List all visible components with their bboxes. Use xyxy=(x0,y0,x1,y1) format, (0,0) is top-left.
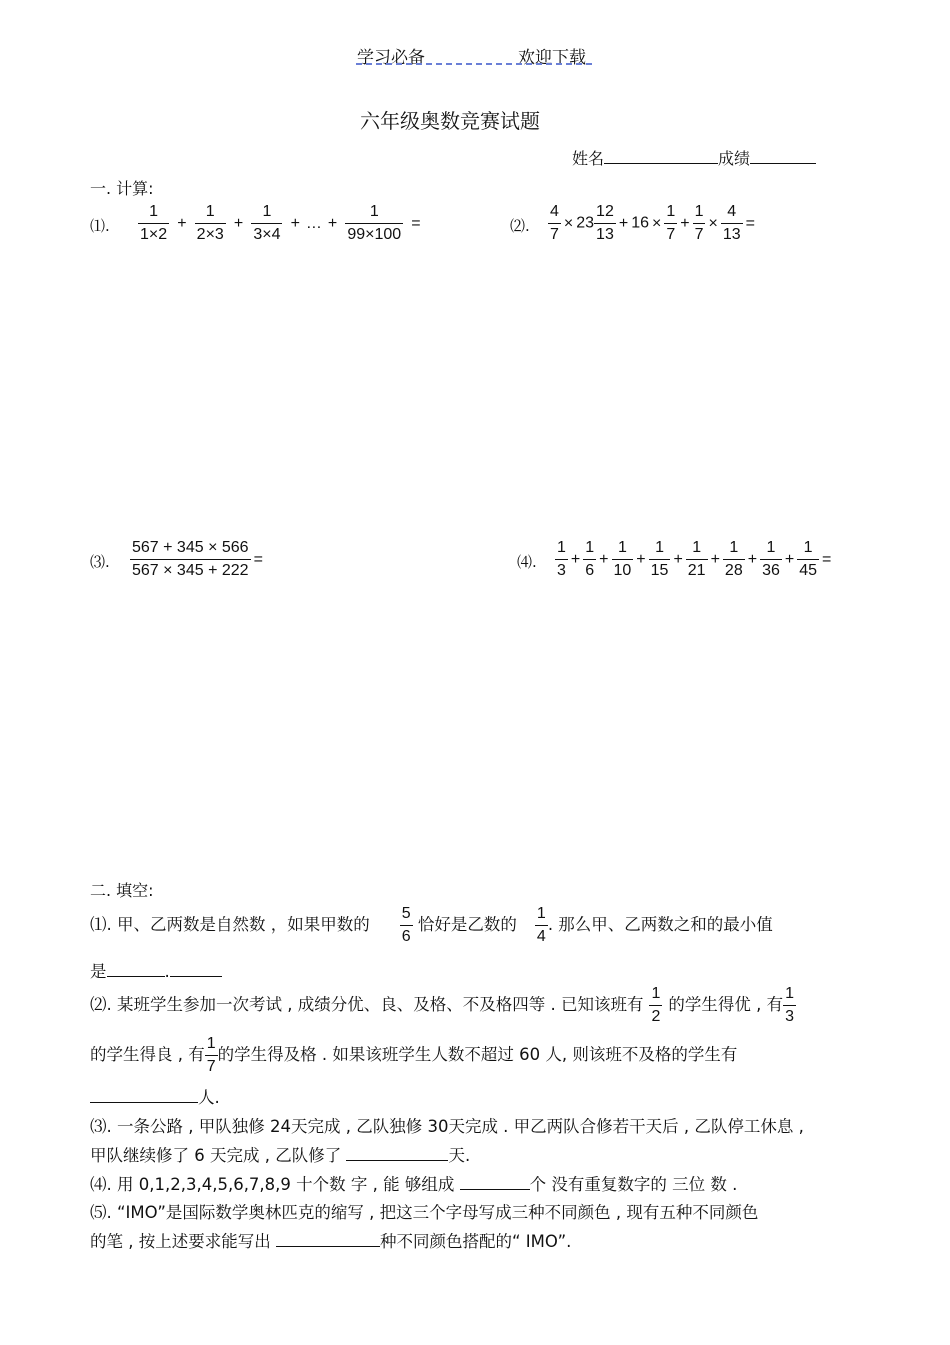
q2-line1: ⑵. 某班学生参加一次考试 , 成绩分优、良、及格、不及格四等 . 已知该班有 $\frac{1}{2}$ 的学生得优 , 有 $\frac{1}{3}$ xyxy=(90,985,795,1025)
header-right: 欢迎下载 xyxy=(518,48,586,68)
section2-heading: 二. 填空: xyxy=(90,881,154,900)
q2-frac-3: $\frac{1}{7}$ xyxy=(206,1035,216,1075)
q3-line2: 甲队继续修了 6 天完成 , 乙队修了 天. xyxy=(90,1146,471,1165)
q5-line2: 的笔 , 按上述要求能写出 种不同颜色搭配的“ IMO”. xyxy=(90,1232,572,1251)
name-blank[interactable] xyxy=(604,149,718,164)
q4-line: ⑷. 用 0,1,2,3,4,5,6,7,8,9 十个数 字 , 能 够组成 个 没有重复数字的 三位 数 . xyxy=(90,1175,738,1194)
q1-blank-2[interactable] xyxy=(170,962,222,977)
p1-frac-3: $\frac{1}{3\times 4}$ xyxy=(253,203,281,243)
q2-blank[interactable] xyxy=(90,1088,198,1103)
q4-blank[interactable] xyxy=(460,1175,530,1190)
p4-frac-6: $\frac{1}{28}$ xyxy=(724,539,743,579)
q1-line2: 是 . xyxy=(90,958,222,982)
p4-label: ⑷. xyxy=(517,553,537,571)
p4-frac-3: $\frac{1}{10}$ xyxy=(613,539,632,579)
q2-frac-1: $\frac{1}{2}$ xyxy=(651,985,661,1025)
p3-fraction: $\frac{567 + 345 \times 566}{567 \times 345 + 222}$ xyxy=(132,539,249,579)
p4-frac-1: $\frac{1}{3}$ xyxy=(557,539,566,579)
q1-frac-1: $\frac{5}{6}$ xyxy=(401,905,411,945)
score-blank[interactable] xyxy=(750,149,816,164)
q5-blank[interactable] xyxy=(276,1232,380,1247)
p1-frac-1: $\frac{1}{1\times 2}$ xyxy=(140,203,168,243)
page-title: 六年级奥数竞赛试题 xyxy=(360,109,540,133)
header-left: 学习必备 xyxy=(357,48,425,68)
q3-blank[interactable] xyxy=(346,1146,448,1161)
section1-heading: 一. 计算: xyxy=(90,179,154,198)
p3-expression: $\frac{567 + 345 \times 566}{567 \times 345 + 222}$ = xyxy=(132,539,263,579)
q1-line1: ⑴. 甲、乙两数是自然数 ，如果甲数的 $\frac{5}{6}$ 恰好是乙数的 $\frac{1}{4}$ . 那么甲、乙两数之和的最小值 xyxy=(90,905,773,945)
p4-expression: $\frac{1}{3}$ + $\frac{1}{6}$ + $\frac{1}{10}$ + $\frac{1}{15}$ + $\frac{1}{21}$ + $\frac{1}{28}$ + $\frac{1}{36}$ + $\frac{1}{45}$ = xyxy=(557,539,832,579)
q2-line3: 人. xyxy=(90,1084,220,1108)
p3-label: ⑶. xyxy=(90,553,110,571)
p1-frac-2: $\frac{1}{2\times 3}$ xyxy=(196,203,224,243)
p1-expression: $\frac{1}{1\times 2}$ + $\frac{1}{2\times 3}$ + $\frac{1}{3\times 4}$ + … + $\frac{1}{99\times 100}$ = xyxy=(140,203,421,243)
p1-label: ⑴. xyxy=(90,217,110,235)
p2-frac-1: $\frac{4}{7}$ xyxy=(550,203,559,243)
p2-frac-4: $\frac{1}{7}$ xyxy=(694,203,704,243)
name-score-line xyxy=(572,146,816,169)
q1-frac-2: $\frac{1}{4}$ xyxy=(536,905,546,945)
header-divider xyxy=(356,63,592,65)
p4-frac-2: $\frac{1}{6}$ xyxy=(585,539,595,579)
p2-label: ⑵. xyxy=(510,217,530,235)
p2-frac-2: $\frac{12}{13}$ xyxy=(596,203,614,243)
q5-line1: ⑸. “IMO”是国际数学奥林匹克的缩写 , 把这三个字母写成三种不同颜色 , 现有五种不同颜色 xyxy=(90,1203,759,1222)
p2-expression: $\frac{4}{7}$ × 23 $\frac{12}{13}$ + 16 × $\frac{1}{7}$ + $\frac{1}{7}$ × $\frac{4}{13}$ = xyxy=(550,203,755,243)
q2-line2: 的学生得良 , 有 $\frac{1}{7}$ 的学生得及格 . 如果该班学生人数不超过 60 人, 则该班不及格的学生有 xyxy=(90,1035,738,1075)
q2-frac-2: $\frac{1}{3}$ xyxy=(785,985,795,1025)
p4-frac-7: $\frac{1}{36}$ xyxy=(762,539,780,579)
p2-frac-3: $\frac{1}{7}$ xyxy=(666,203,676,243)
score-label: 成绩 xyxy=(718,149,751,168)
q1-blank-1[interactable] xyxy=(107,962,165,977)
p4-frac-5: $\frac{1}{21}$ xyxy=(687,539,706,579)
q3-line1: ⑶. 一条公路 , 甲队独修 24天完成 , 乙队独修 30天完成 . 甲乙两队合修若干天后 , 乙队停工休息 , xyxy=(90,1117,804,1136)
p4-frac-8: $\frac{1}{45}$ xyxy=(799,539,817,579)
p4-frac-4: $\frac{1}{15}$ xyxy=(650,539,669,579)
p1-frac-4: $\frac{1}{99\times 100}$ xyxy=(347,203,402,243)
name-label: 姓名 xyxy=(572,149,605,168)
p2-frac-5: $\frac{4}{13}$ xyxy=(722,203,741,243)
